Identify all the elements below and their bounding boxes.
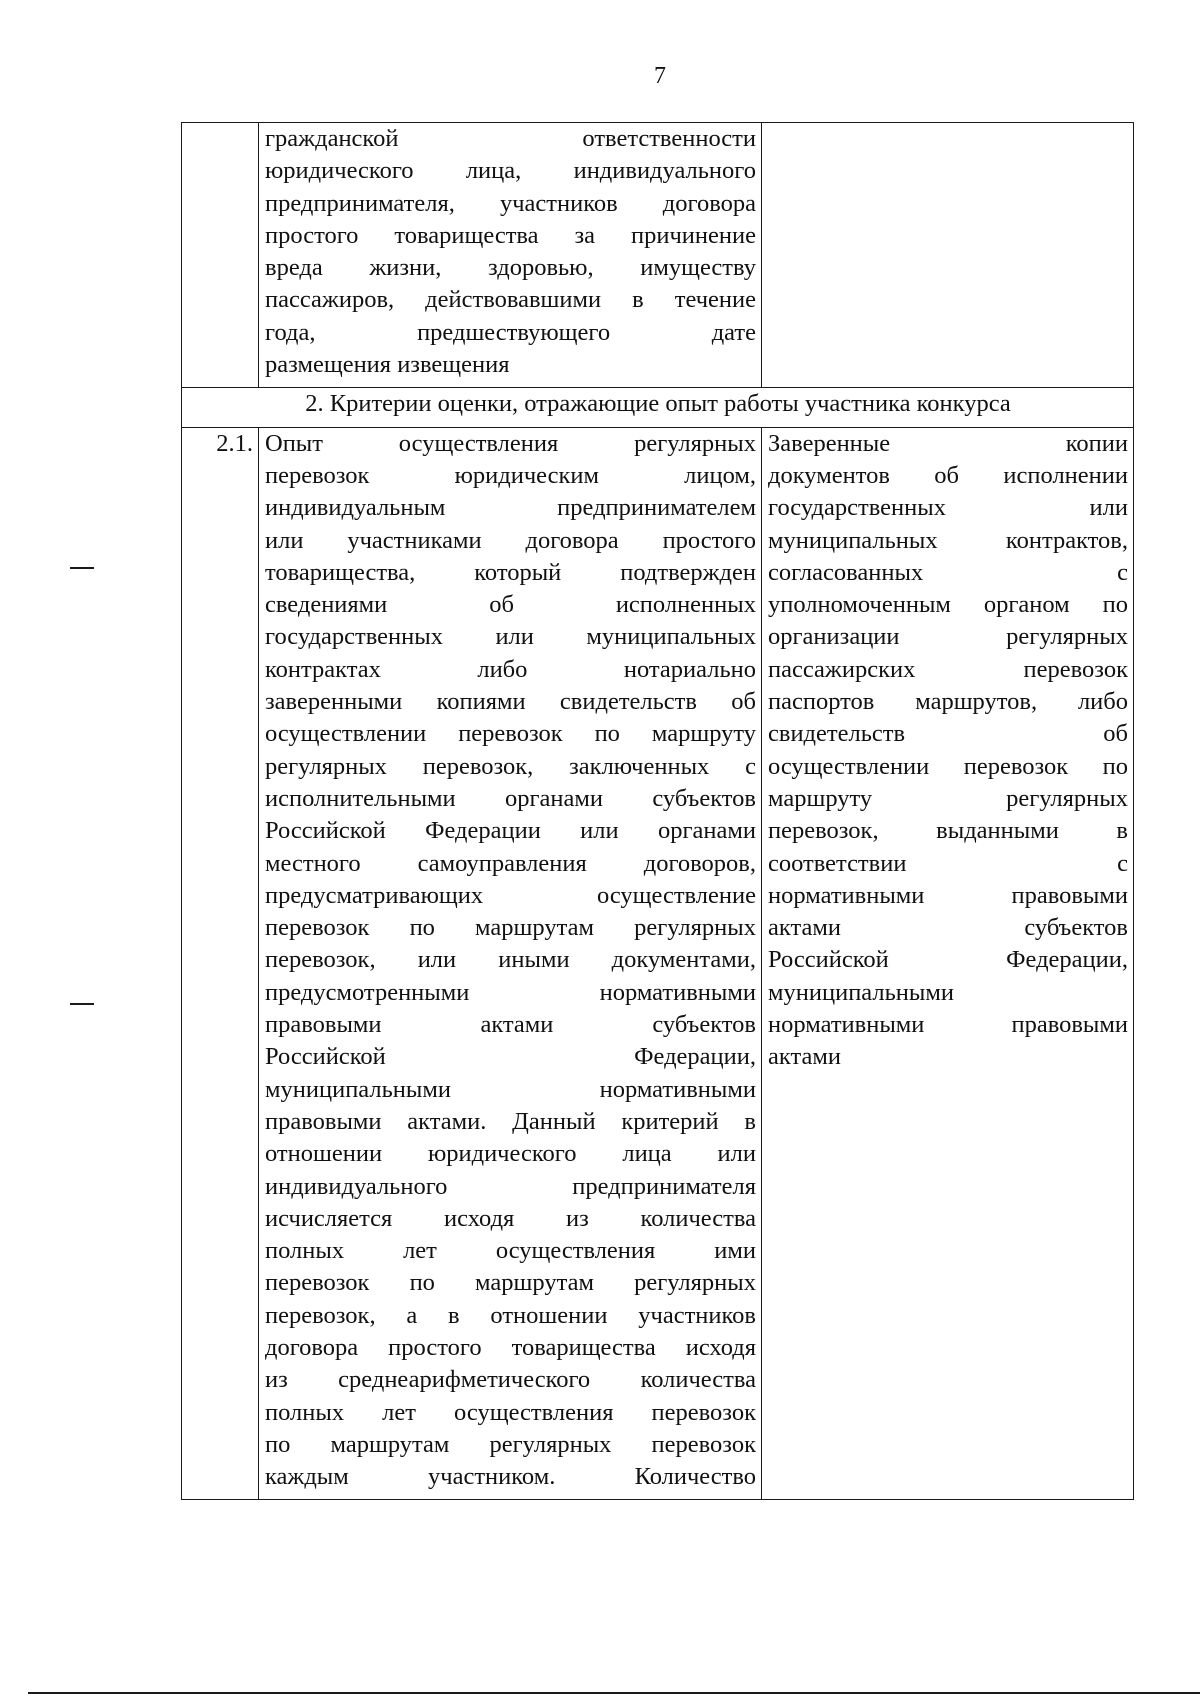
margin-mark [70, 567, 94, 569]
text-line: осуществлении перевозок по [768, 752, 1128, 780]
text-line: нормативными правовыми [768, 881, 1128, 909]
text-line: свидетельств об [768, 720, 1128, 748]
text-line: перевозок по маршрутам регулярных [265, 914, 756, 942]
text-line: маршруту регулярных [768, 784, 1128, 812]
text-line: государственных или [768, 494, 1128, 522]
text-line: из среднеарифметического количества [265, 1366, 756, 1394]
text-line: полных лет осуществления ими [265, 1237, 756, 1265]
text-line: муниципальных контрактов, [768, 526, 1128, 554]
text-line: пассажиров, действовавшими в течение [265, 286, 756, 314]
text-line: перевозок, выданными в [768, 817, 1128, 845]
text-line: перевозок по маршрутам регулярных [265, 1269, 756, 1297]
criterion-cell [259, 427, 762, 1500]
text-line: каждым участником. Количество [265, 1463, 756, 1491]
text-line: гражданской ответственности [265, 125, 756, 152]
text-line: муниципальными [768, 978, 954, 1006]
text-line: Российской Федерации, [265, 1043, 756, 1071]
text-line: согласованных с [768, 558, 1128, 586]
text-line: года, предшествующего дате [265, 318, 756, 346]
table-row-2-1 [182, 427, 1134, 1500]
text-line: контрактах либо нотариально [265, 655, 756, 683]
text-line: документов об исполнении [768, 461, 1128, 489]
text-line: товарищества, который подтвержден [265, 558, 756, 586]
text-line: паспортов маршрутов, либо [768, 688, 1128, 716]
text-line: актами субъектов [768, 914, 1128, 942]
text-line: исполнительными органами субъектов [265, 784, 756, 812]
text-line: пассажирских перевозок [768, 655, 1128, 683]
text-line: индивидуального предпринимателя [265, 1172, 756, 1200]
text-line: Российской Федерации, [768, 946, 1128, 974]
text-line: актами [768, 1043, 841, 1071]
criterion-text [265, 428, 756, 1494]
margin-mark [70, 1003, 94, 1005]
text-line: полных лет осуществления перевозок [265, 1398, 756, 1426]
page-bottom-rule [28, 1692, 1200, 1694]
text-line: перевозок, а в отношении участников [265, 1301, 756, 1329]
text-line: юридического лица, индивидуального [265, 157, 756, 185]
text-line: Опыт осуществления регулярных [265, 429, 756, 457]
text-line: муниципальными нормативными [265, 1075, 756, 1103]
table-row-continued [182, 123, 1134, 388]
text-line: регулярных перевозок, заключенных с [265, 752, 756, 780]
text-line: договора простого товарищества исходя [265, 1333, 756, 1361]
text-line: предпринимателя, участников договора [265, 189, 756, 217]
text-line: по маршрутам регулярных перевозок [265, 1430, 756, 1458]
text-line: сведениями об исполненных [265, 591, 756, 619]
text-line: индивидуальным предпринимателем [265, 494, 756, 522]
row-number: 2.1. [182, 427, 259, 1500]
text-line: правовыми актами субъектов [265, 1011, 756, 1039]
text-line: предусматривающих осуществление [265, 881, 756, 909]
text-line: местного самоуправления договоров, [265, 849, 756, 877]
text-line: или участниками договора простого [265, 526, 756, 554]
text-line: размещения извещения [265, 351, 510, 379]
documents-cell [762, 427, 1134, 1500]
text-line: простого товарищества за причинение [265, 221, 756, 249]
text-line: Российской Федерации или органами [265, 817, 756, 845]
text-line: осуществлении перевозок по маршруту [265, 720, 756, 748]
page-number: 7 [654, 63, 666, 89]
text-line: исчисляется исходя из количества [265, 1204, 756, 1232]
criterion-text [265, 123, 756, 381]
criterion-cell [259, 123, 762, 388]
text-line: нормативными правовыми [768, 1011, 1128, 1039]
criteria-table [181, 122, 1134, 1500]
text-line: уполномоченным органом по [768, 591, 1128, 619]
text-line: вреда жизни, здоровью, имуществу [265, 254, 756, 282]
text-line: заверенными копиями свидетельств об [265, 688, 756, 716]
text-line: отношении юридического лица или [265, 1140, 756, 1168]
text-line: Заверенные копии [768, 429, 1128, 457]
table-row-section-heading [182, 388, 1134, 427]
text-line: государственных или муниципальных [265, 623, 756, 651]
row-number-cell [182, 123, 259, 388]
text-line: организации регулярных [768, 623, 1128, 651]
documents-text [768, 428, 1128, 1074]
text-line: перевозок, или иными документами, [265, 946, 756, 974]
text-line: правовыми актами. Данный критерий в [265, 1107, 756, 1135]
text-line: перевозок юридическим лицом, [265, 461, 756, 489]
section-heading: 2. Критерии оценки, отражающие опыт работы участника конкурса [182, 388, 1134, 427]
documents-cell [762, 123, 1134, 388]
text-line: соответствии с [768, 849, 1128, 877]
text-line: предусмотренными нормативными [265, 978, 756, 1006]
